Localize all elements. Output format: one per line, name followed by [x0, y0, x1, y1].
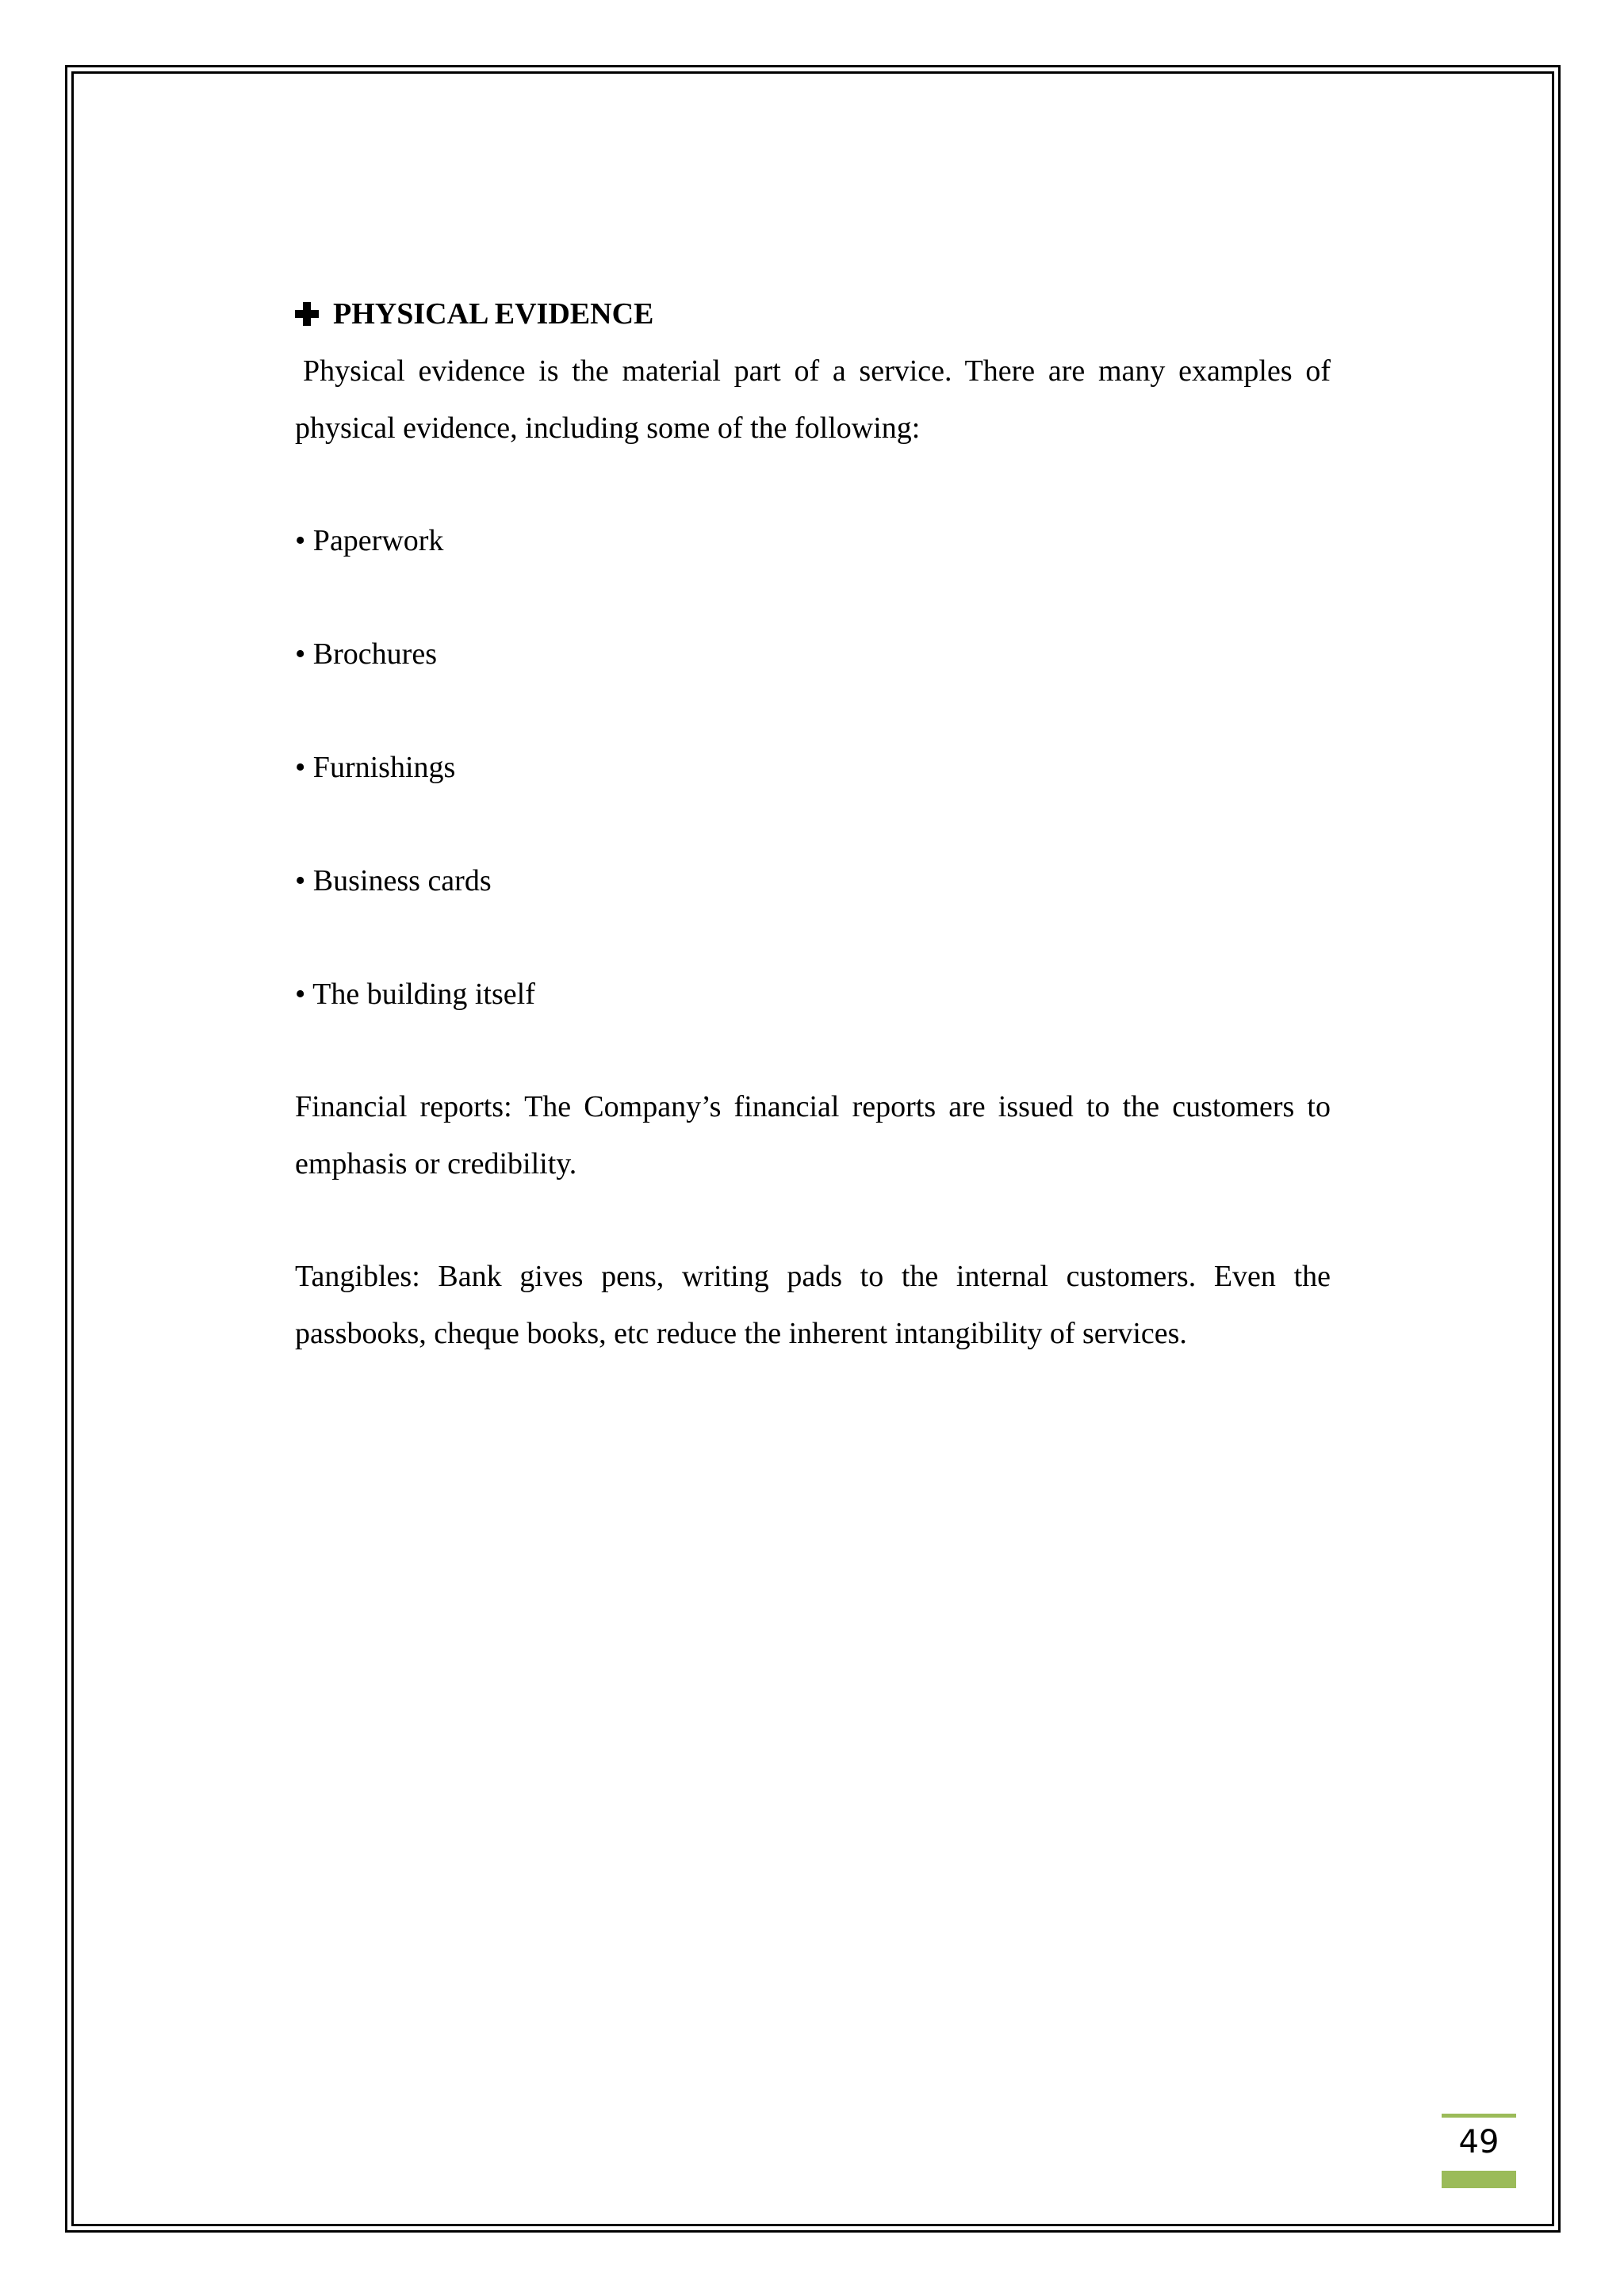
page-number-top-rule — [1442, 2114, 1516, 2118]
intro-paragraph: Physical evidence is the material part of a service. There are many examples of physical evidence, including some of the following: — [295, 354, 1331, 445]
financial-reports-paragraph: Financial reports: The Company’s financial reports are issued to the customers to emphasis or credibility. — [295, 1090, 1331, 1181]
list-item: • Business cards — [295, 864, 492, 897]
section-heading — [295, 285, 1331, 342]
page-number-bar — [1442, 2171, 1516, 2188]
evidence-list — [295, 512, 1331, 1023]
cross-icon — [295, 302, 319, 326]
list-item: • The building itself — [295, 978, 535, 1011]
list-item: • Furnishings — [295, 751, 456, 784]
section-heading-text: PHYSICAL EVIDENCE — [333, 297, 654, 331]
spacer — [295, 1023, 1331, 1078]
page-number-block — [1442, 2114, 1516, 2190]
page-content — [295, 285, 1331, 1362]
list-item: • Paperwork — [295, 524, 444, 557]
spacer — [295, 1192, 1331, 1248]
list-item: • Brochures — [295, 637, 437, 671]
tangibles-paragraph: Tangibles: Bank gives pens, writing pads to the internal customers. Even the passbooks, cheque books, etc reduce the inherent intangibility of services. — [295, 1260, 1331, 1350]
page-number: 49 — [1458, 2124, 1500, 2160]
